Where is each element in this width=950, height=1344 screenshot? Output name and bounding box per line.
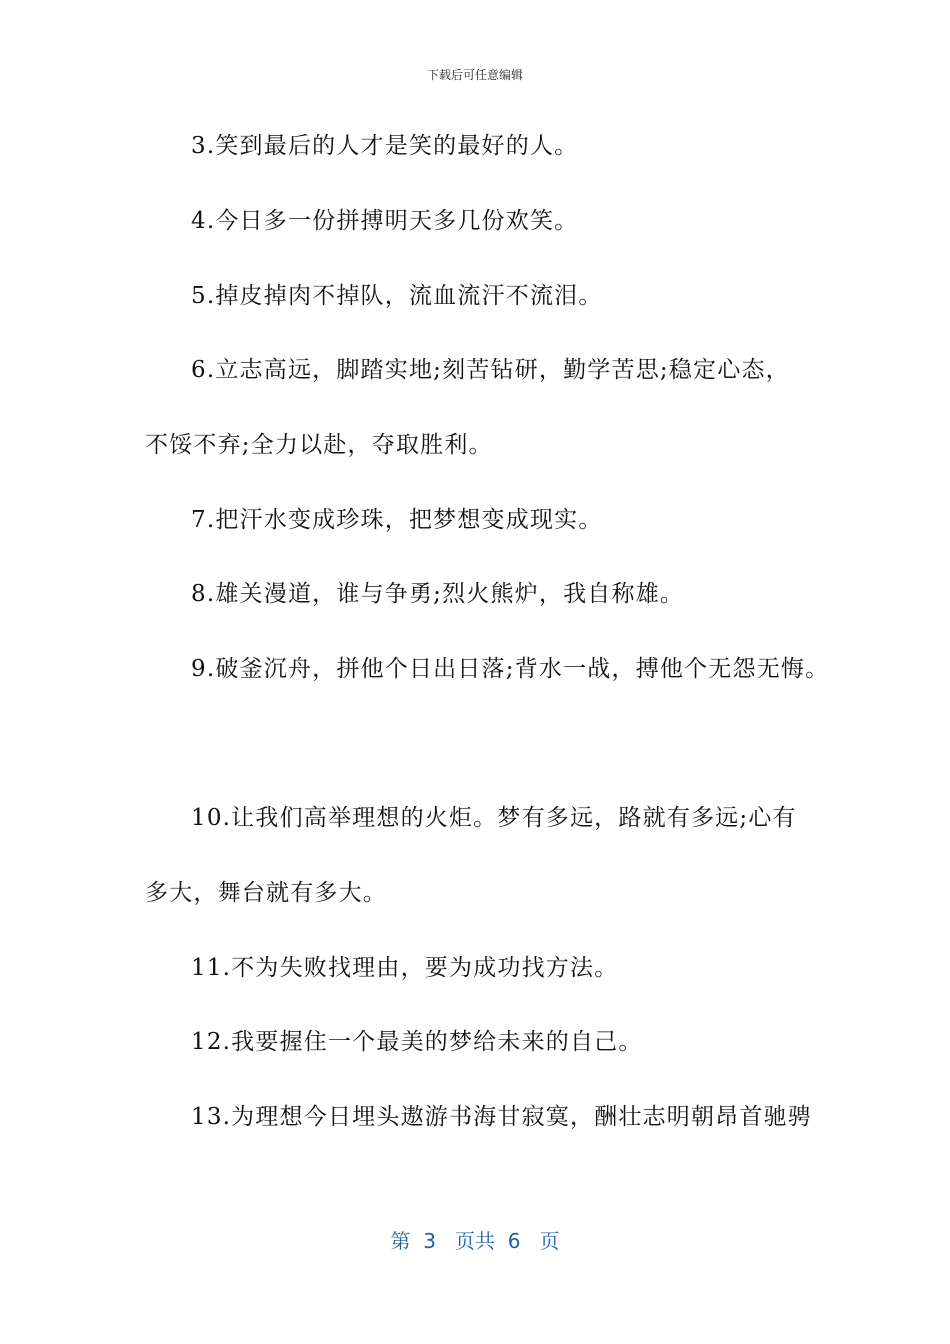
text-line-13: 13.为理想今日埋头遨游书海甘寂寞，酬壮志明朝昂首驰骋 [191, 1104, 812, 1130]
text-line-11: 11.不为失败找理由，要为成功找方法。 [191, 955, 619, 981]
text-line-3: 3.笑到最后的人才是笑的最好的人。 [191, 133, 579, 159]
header-note: 下载后可任意编辑 [426, 68, 523, 82]
text-line-5: 5.掉皮掉肉不掉队，流血流汗不流泪。 [191, 283, 603, 309]
text-line-6b: 不馁不弃;全力以赴，夺取胜利。 [145, 432, 493, 458]
text-line-4: 4.今日多一份拼搏明天多几份欢笑。 [191, 208, 579, 234]
text-line-8: 8.雄关漫道，谁与争勇;烈火熊炉，我自称雄。 [191, 581, 685, 607]
text-line-10b: 多大，舞台就有多大。 [145, 880, 387, 906]
text-line-6a: 6.立志高远，脚踏实地;刻苦钻研，勤学苦思;稳定心态， [191, 357, 790, 383]
text-line-10a: 10.让我们高举理想的火炬。梦有多远，路就有多远;心有 [191, 805, 797, 831]
text-line-7: 7.把汗水变成珍珠，把梦想变成现实。 [191, 507, 603, 533]
text-line-12: 12.我要握住一个最美的梦给未来的自己。 [191, 1029, 643, 1055]
text-line-9: 9.破釜沉舟，拼他个日出日落;背水一战，搏他个无怨无悔。 [191, 656, 830, 682]
page-number: 第 3 页共 6 页 [390, 1229, 560, 1253]
